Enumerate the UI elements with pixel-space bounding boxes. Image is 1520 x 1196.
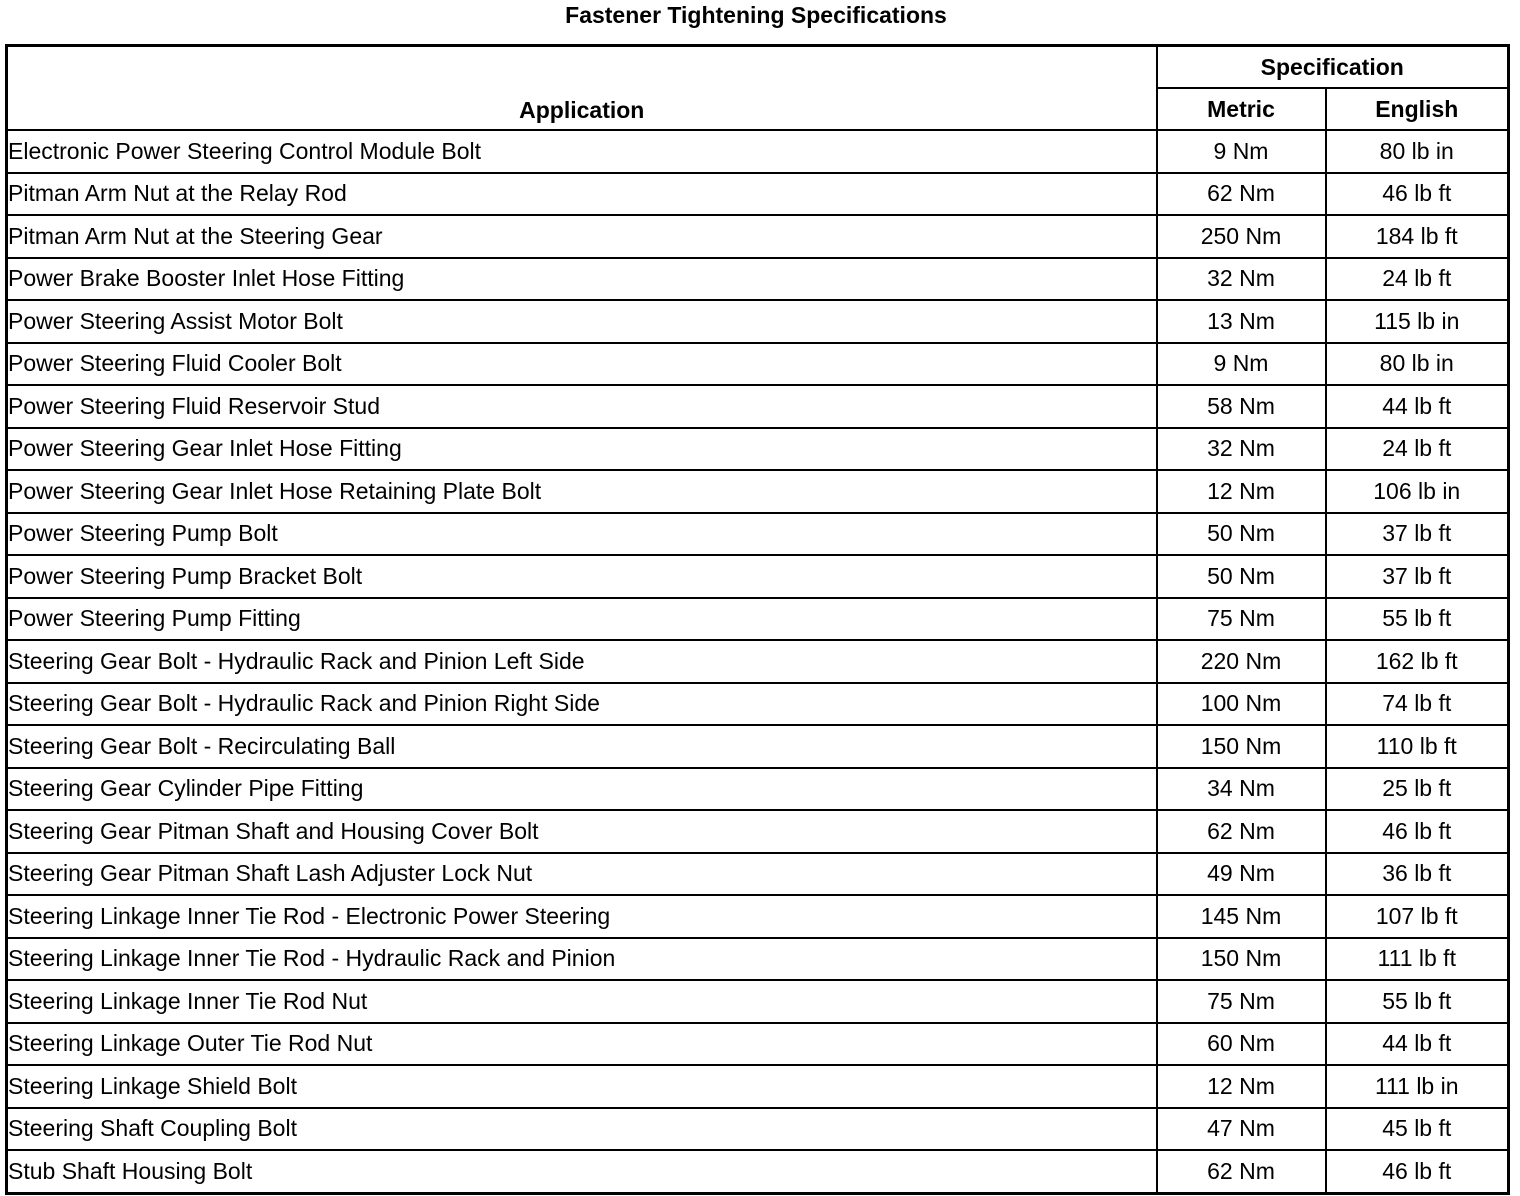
cell-english: 110 lb ft <box>1326 725 1509 768</box>
table-row <box>7 130 1509 173</box>
table-row <box>7 683 1509 726</box>
cell-english: 36 lb ft <box>1326 853 1509 896</box>
table-row <box>7 598 1509 641</box>
cell-application: Stub Shaft Housing Bolt <box>7 1150 1157 1193</box>
table-row <box>7 258 1509 301</box>
cell-english: 107 lb ft <box>1326 895 1509 938</box>
table-row <box>7 768 1509 811</box>
table-row <box>7 810 1509 853</box>
cell-metric: 34 Nm <box>1157 768 1326 811</box>
table-row <box>7 640 1509 683</box>
cell-metric: 49 Nm <box>1157 853 1326 896</box>
cell-metric: 32 Nm <box>1157 258 1326 301</box>
cell-english: 162 lb ft <box>1326 640 1509 683</box>
table-body <box>7 130 1509 1193</box>
cell-english: 44 lb ft <box>1326 1023 1509 1066</box>
cell-english: 80 lb in <box>1326 343 1509 386</box>
cell-english: 44 lb ft <box>1326 385 1509 428</box>
column-header-specification: Specification <box>1157 46 1509 89</box>
cell-metric: 9 Nm <box>1157 343 1326 386</box>
table-row <box>7 300 1509 343</box>
cell-english: 111 lb ft <box>1326 938 1509 981</box>
cell-application: Steering Gear Cylinder Pipe Fitting <box>7 768 1157 811</box>
table-row <box>7 725 1509 768</box>
cell-metric: 150 Nm <box>1157 725 1326 768</box>
cell-english: 80 lb in <box>1326 130 1509 173</box>
cell-metric: 150 Nm <box>1157 938 1326 981</box>
cell-application: Power Steering Gear Inlet Hose Fitting <box>7 428 1157 471</box>
cell-metric: 47 Nm <box>1157 1108 1326 1151</box>
cell-metric: 50 Nm <box>1157 555 1326 598</box>
cell-english: 46 lb ft <box>1326 173 1509 216</box>
cell-english: 74 lb ft <box>1326 683 1509 726</box>
cell-application: Steering Linkage Inner Tie Rod - Electronic Power Steering <box>7 895 1157 938</box>
table-row <box>7 343 1509 386</box>
cell-metric: 32 Nm <box>1157 428 1326 471</box>
cell-metric: 12 Nm <box>1157 1065 1326 1108</box>
cell-application: Power Steering Pump Fitting <box>7 598 1157 641</box>
cell-english: 55 lb ft <box>1326 598 1509 641</box>
column-header-application: Application <box>7 46 1157 131</box>
cell-metric: 60 Nm <box>1157 1023 1326 1066</box>
cell-application: Power Steering Gear Inlet Hose Retaining Plate Bolt <box>7 470 1157 513</box>
cell-metric: 58 Nm <box>1157 385 1326 428</box>
cell-application: Steering Shaft Coupling Bolt <box>7 1108 1157 1151</box>
cell-application: Power Steering Fluid Cooler Bolt <box>7 343 1157 386</box>
table-row <box>7 513 1509 556</box>
cell-application: Steering Gear Pitman Shaft and Housing Cover Bolt <box>7 810 1157 853</box>
table-row <box>7 853 1509 896</box>
cell-application: Steering Linkage Shield Bolt <box>7 1065 1157 1108</box>
cell-metric: 62 Nm <box>1157 173 1326 216</box>
cell-application: Steering Gear Bolt - Hydraulic Rack and Pinion Right Side <box>7 683 1157 726</box>
column-header-metric: Metric <box>1157 88 1326 130</box>
cell-english: 25 lb ft <box>1326 768 1509 811</box>
table-row <box>7 470 1509 513</box>
table-row <box>7 1023 1509 1066</box>
table-row <box>7 173 1509 216</box>
cell-metric: 12 Nm <box>1157 470 1326 513</box>
table-row <box>7 385 1509 428</box>
cell-english: 106 lb in <box>1326 470 1509 513</box>
cell-english: 184 lb ft <box>1326 215 1509 258</box>
cell-english: 37 lb ft <box>1326 555 1509 598</box>
cell-english: 55 lb ft <box>1326 980 1509 1023</box>
column-header-english: English <box>1326 88 1509 130</box>
cell-english: 115 lb in <box>1326 300 1509 343</box>
cell-metric: 100 Nm <box>1157 683 1326 726</box>
cell-metric: 9 Nm <box>1157 130 1326 173</box>
cell-application: Power Brake Booster Inlet Hose Fitting <box>7 258 1157 301</box>
cell-english: 46 lb ft <box>1326 1150 1509 1193</box>
cell-metric: 50 Nm <box>1157 513 1326 556</box>
cell-application: Steering Gear Pitman Shaft Lash Adjuster Lock Nut <box>7 853 1157 896</box>
table-row <box>7 1150 1509 1193</box>
cell-application: Power Steering Fluid Reservoir Stud <box>7 385 1157 428</box>
cell-application: Power Steering Pump Bracket Bolt <box>7 555 1157 598</box>
cell-application: Power Steering Pump Bolt <box>7 513 1157 556</box>
cell-metric: 13 Nm <box>1157 300 1326 343</box>
table-row <box>7 215 1509 258</box>
cell-application: Steering Linkage Outer Tie Rod Nut <box>7 1023 1157 1066</box>
table-row <box>7 938 1509 981</box>
table-header <box>7 46 1509 131</box>
cell-application: Pitman Arm Nut at the Steering Gear <box>7 215 1157 258</box>
cell-application: Steering Linkage Inner Tie Rod Nut <box>7 980 1157 1023</box>
cell-english: 45 lb ft <box>1326 1108 1509 1151</box>
table-row <box>7 428 1509 471</box>
cell-application: Steering Linkage Inner Tie Rod - Hydraulic Rack and Pinion <box>7 938 1157 981</box>
cell-metric: 250 Nm <box>1157 215 1326 258</box>
cell-application: Pitman Arm Nut at the Relay Rod <box>7 173 1157 216</box>
cell-metric: 62 Nm <box>1157 810 1326 853</box>
table-row <box>7 1065 1509 1108</box>
cell-application: Steering Gear Bolt - Hydraulic Rack and Pinion Left Side <box>7 640 1157 683</box>
cell-metric: 62 Nm <box>1157 1150 1326 1193</box>
cell-english: 24 lb ft <box>1326 428 1509 471</box>
cell-application: Electronic Power Steering Control Module Bolt <box>7 130 1157 173</box>
cell-english: 46 lb ft <box>1326 810 1509 853</box>
cell-metric: 75 Nm <box>1157 980 1326 1023</box>
cell-application: Steering Gear Bolt - Recirculating Ball <box>7 725 1157 768</box>
cell-metric: 75 Nm <box>1157 598 1326 641</box>
table-row <box>7 980 1509 1023</box>
table-row <box>7 895 1509 938</box>
table-row <box>7 1108 1509 1151</box>
table-row <box>7 555 1509 598</box>
cell-english: 111 lb in <box>1326 1065 1509 1108</box>
cell-metric: 220 Nm <box>1157 640 1326 683</box>
cell-english: 24 lb ft <box>1326 258 1509 301</box>
cell-english: 37 lb ft <box>1326 513 1509 556</box>
document-title: Fastener Tightening Specifications <box>565 2 947 28</box>
cell-metric: 145 Nm <box>1157 895 1326 938</box>
cell-application: Power Steering Assist Motor Bolt <box>7 300 1157 343</box>
fastener-spec-table <box>5 44 1510 1195</box>
